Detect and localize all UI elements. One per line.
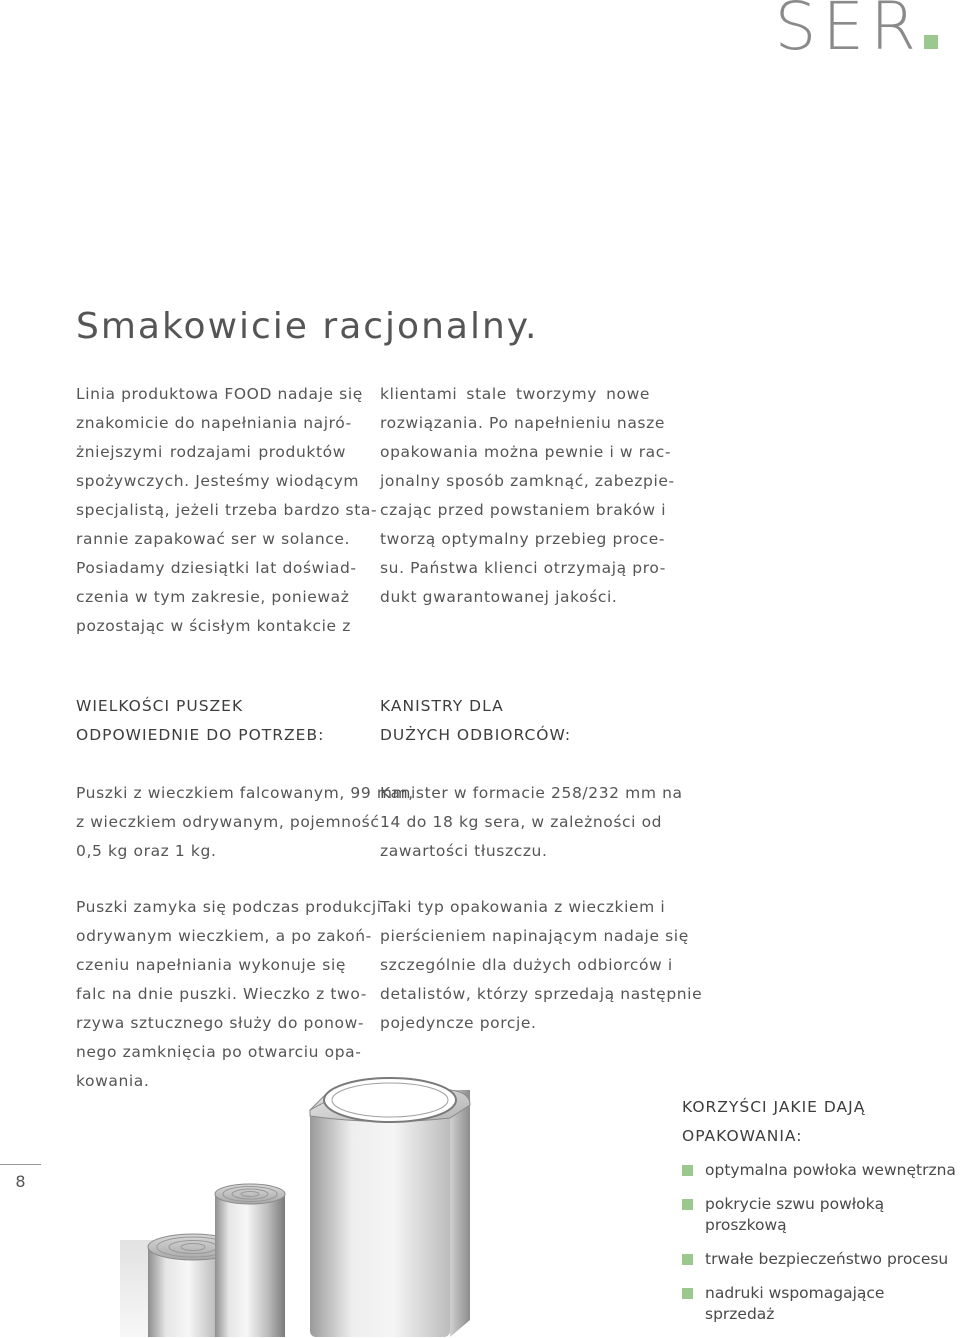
intro-column-2 (380, 380, 675, 612)
cans-paragraph-1 (76, 779, 414, 866)
heading-line: ODPOWIEDNIE DO POTRZEB: (76, 726, 325, 744)
text-line: tworzą optymalny przebieg proce- (380, 530, 666, 548)
page-number-rule (0, 1164, 41, 1165)
text-line: czenia w tym zakresie, ponieważ (76, 588, 350, 606)
brand-logo (774, 0, 938, 65)
benefit-item (682, 1160, 957, 1181)
text-line: 14 do 18 kg sera, w zależności od (380, 813, 663, 831)
text-line: Linia produktowa FOOD nadaje się (76, 385, 363, 403)
benefit-item (682, 1283, 957, 1325)
benefit-text: optymalna powłoka wewnętrzna (705, 1161, 956, 1179)
text-line: czając przed powstaniem braków i (380, 501, 667, 519)
text-line: jonalny sposób zamknąć, zabezpie- (380, 472, 675, 490)
heading-line: KORZYŚCI JAKIE DAJĄ (682, 1098, 866, 1116)
text-line: spożywczych. Jesteśmy wiodącym (76, 472, 360, 490)
text-line: 0,5 kg oraz 1 kg. (76, 842, 217, 860)
heading-line: KANISTRY DLA (380, 697, 504, 715)
text-line: zawartości tłuszczu. (380, 842, 548, 860)
text-line: pozostając w ścisłym kontakcie z (76, 617, 351, 635)
text-line: dukt gwarantowanej jakości. (380, 588, 618, 606)
heading-line: DUŻYCH ODBIORCÓW: (380, 726, 572, 744)
text-line: specjalistą, jeżeli trzeba bardzo sta- (76, 501, 378, 519)
canisters-heading (380, 692, 571, 750)
text-line: odrywanym wieczkiem, a po zakoń- (76, 927, 372, 945)
text-line: rannie zapakować ser w solance. (76, 530, 351, 548)
bullet-square-icon (682, 1288, 693, 1299)
text-line: nego zamknięcia po otwarciu opa- (76, 1043, 362, 1061)
benefits-list (682, 1160, 957, 1338)
text-line: opakowania można pewnie i w rac- (380, 443, 672, 461)
brand-name: SER (774, 0, 922, 65)
canister-image (310, 1078, 470, 1337)
text-line: detalistów, którzy sprzedają następnie (380, 985, 703, 1003)
bullet-square-icon (682, 1254, 693, 1265)
benefit-text: trwałe bezpieczeństwo procesu (705, 1250, 949, 1268)
text-line: su. Państwa klienci otrzymają pro- (380, 559, 666, 577)
page-number: 8 (15, 1172, 26, 1191)
text-line: falc na dnie puszki. Wieczko z two- (76, 985, 367, 1003)
benefit-item (682, 1249, 957, 1270)
intro-column-1 (76, 380, 378, 641)
bullet-square-icon (682, 1165, 693, 1176)
bullet-square-icon (682, 1199, 693, 1210)
text-line: pierścieniem napinającym nadaje się (380, 927, 689, 945)
heading-line: WIELKOŚCI PUSZEK (76, 697, 244, 715)
text-line: rozwiązania. Po napełnieniu nasze (380, 414, 665, 432)
text-line: z wieczkiem odrywanym, pojemność (76, 813, 380, 831)
text-line: Puszki z wieczkiem falcowanym, 99 mm, (76, 784, 414, 802)
text-line: czeniu napełniania wykonuje się (76, 956, 346, 974)
benefit-text: pokrycie szwu powłoką proszkową (705, 1195, 885, 1234)
text-line: żniejszymi rodzajami produktów (76, 443, 346, 461)
text-line: znakomicie do napełniania najró- (76, 414, 352, 432)
heading-line: OPAKOWANIA: (682, 1127, 803, 1145)
benefits-heading (682, 1093, 865, 1151)
tall-can-image (215, 1184, 285, 1337)
text-line: Posiadamy dziesiątki lat doświad- (76, 559, 357, 577)
text-line: pojedyncze porcje. (380, 1014, 537, 1032)
canisters-paragraph-1 (380, 779, 683, 866)
text-line: Kanister w formacie 258/232 mm na (380, 784, 683, 802)
text-line: klientami stale tworzymy nowe (380, 385, 650, 403)
product-illustration (120, 1060, 600, 1337)
page-headline: Smakowicie racjonalny. (76, 306, 539, 347)
text-line: Taki typ opakowania z wieczkiem i (380, 898, 666, 916)
benefit-text: nadruki wspomagające sprzedaż (705, 1284, 885, 1323)
benefit-item (682, 1194, 957, 1236)
brand-accent-square (924, 35, 938, 49)
text-line: Puszki zamyka się podczas produkcji (76, 898, 382, 916)
cans-heading (76, 692, 324, 750)
text-line: szczególnie dla dużych odbiorców i (380, 956, 673, 974)
text-line: rzywa sztucznego służy do ponow- (76, 1014, 365, 1032)
text-line: kowania. (76, 1072, 150, 1090)
canisters-paragraph-2 (380, 893, 703, 1038)
